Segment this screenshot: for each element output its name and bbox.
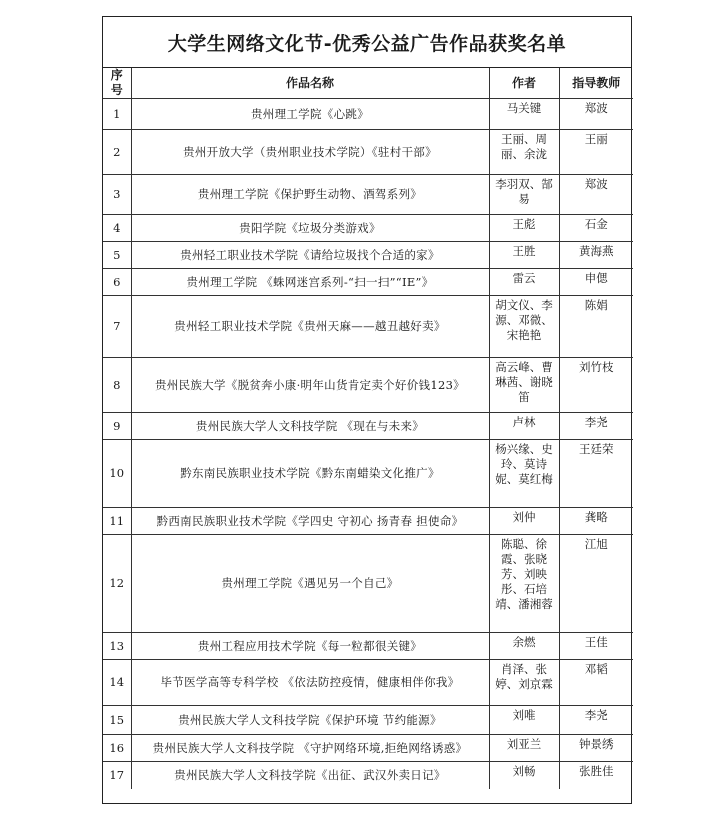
table-row bbox=[103, 440, 633, 508]
row-work: 贵州民族大学人文科技学院《保护环境 节约能源》 bbox=[131, 706, 489, 735]
row-work: 贵州理工学院 《蛛网迷宫系列-“扫一扫”“IE”》 bbox=[131, 269, 489, 296]
row-no: 10 bbox=[103, 440, 131, 508]
row-author: 余燃 bbox=[489, 633, 559, 660]
row-author: 王丽、周丽、余泷 bbox=[489, 130, 559, 175]
row-work: 贵州轻工职业技术学院《请给垃圾找个合适的家》 bbox=[131, 242, 489, 269]
table-row bbox=[103, 508, 633, 535]
award-list-sheet bbox=[102, 16, 632, 804]
row-author: 雷云 bbox=[489, 269, 559, 296]
row-teacher: 陈娟 bbox=[559, 296, 633, 358]
row-teacher: 王佳 bbox=[559, 633, 633, 660]
row-author: 肖泽、张婷、刘京霖 bbox=[489, 660, 559, 706]
row-no: 1 bbox=[103, 99, 131, 130]
table-row bbox=[103, 130, 633, 175]
row-teacher: 龚略 bbox=[559, 508, 633, 535]
row-teacher: 邓韬 bbox=[559, 660, 633, 706]
row-author: 刘仲 bbox=[489, 508, 559, 535]
award-table bbox=[103, 68, 633, 789]
row-author: 胡文仪、李源、邓微、宋艳艳 bbox=[489, 296, 559, 358]
row-work: 贵州轻工职业技术学院《贵州天麻——越丑越好卖》 bbox=[131, 296, 489, 358]
row-no: 3 bbox=[103, 175, 131, 215]
row-no: 15 bbox=[103, 706, 131, 735]
row-teacher: 王廷荣 bbox=[559, 440, 633, 508]
table-row bbox=[103, 660, 633, 706]
row-work: 贵州工程应用技术学院《每一粒都很关键》 bbox=[131, 633, 489, 660]
row-author: 王胜 bbox=[489, 242, 559, 269]
table-row bbox=[103, 99, 633, 130]
row-teacher: 李尧 bbox=[559, 413, 633, 440]
row-no: 6 bbox=[103, 269, 131, 296]
row-work: 贵州民族大学人文科技学院《出征、武汉外卖日记》 bbox=[131, 762, 489, 789]
table-row bbox=[103, 706, 633, 735]
row-work: 贵州民族大学人文科技学院 《守护网络环境,拒绝网络诱惑》 bbox=[131, 735, 489, 762]
table-row bbox=[103, 215, 633, 242]
row-no: 9 bbox=[103, 413, 131, 440]
header-no: 序号 bbox=[103, 68, 131, 99]
row-work: 贵州民族大学人文科技学院 《现在与未来》 bbox=[131, 413, 489, 440]
row-teacher: 石金 bbox=[559, 215, 633, 242]
row-author: 刘唯 bbox=[489, 706, 559, 735]
row-teacher: 李尧 bbox=[559, 706, 633, 735]
row-teacher: 江旭 bbox=[559, 535, 633, 633]
row-author: 王彪 bbox=[489, 215, 559, 242]
table-row bbox=[103, 358, 633, 413]
table-row bbox=[103, 175, 633, 215]
row-no: 11 bbox=[103, 508, 131, 535]
table-row bbox=[103, 242, 633, 269]
row-no: 13 bbox=[103, 633, 131, 660]
header-author: 作者 bbox=[489, 68, 559, 99]
row-no: 8 bbox=[103, 358, 131, 413]
row-author: 杨兴缘、史玲、莫诗妮、莫红梅 bbox=[489, 440, 559, 508]
row-work: 贵州理工学院《心跳》 bbox=[131, 99, 489, 130]
row-author: 陈聪、徐霞、张晓芳、刘映彤、石培靖、潘湘蓉 bbox=[489, 535, 559, 633]
row-teacher: 王丽 bbox=[559, 130, 633, 175]
row-teacher: 郑波 bbox=[559, 175, 633, 215]
table-row bbox=[103, 296, 633, 358]
row-teacher: 张胜佳 bbox=[559, 762, 633, 789]
row-work: 毕节医学高等专科学校 《依法防控疫情，健康相伴你我》 bbox=[131, 660, 489, 706]
table-row bbox=[103, 735, 633, 762]
row-work: 黔东南民族职业技术学院《黔东南蜡染文化推广》 bbox=[131, 440, 489, 508]
row-no: 7 bbox=[103, 296, 131, 358]
row-no: 5 bbox=[103, 242, 131, 269]
header-teacher: 指导教师 bbox=[559, 68, 633, 99]
table-row bbox=[103, 269, 633, 296]
row-work: 贵阳学院《垃圾分类游戏》 bbox=[131, 215, 489, 242]
row-teacher: 黄海燕 bbox=[559, 242, 633, 269]
row-teacher: 刘竹枝 bbox=[559, 358, 633, 413]
row-no: 12 bbox=[103, 535, 131, 633]
row-no: 16 bbox=[103, 735, 131, 762]
table-row bbox=[103, 633, 633, 660]
row-author: 刘亚兰 bbox=[489, 735, 559, 762]
table-row bbox=[103, 535, 633, 633]
row-author: 卢林 bbox=[489, 413, 559, 440]
row-work: 贵州理工学院《遇见另一个自己》 bbox=[131, 535, 489, 633]
row-no: 17 bbox=[103, 762, 131, 789]
row-author: 马关键 bbox=[489, 99, 559, 130]
row-work: 贵州理工学院《保护野生动物、酒驾系列》 bbox=[131, 175, 489, 215]
row-no: 4 bbox=[103, 215, 131, 242]
row-author: 李羽双、郜易 bbox=[489, 175, 559, 215]
row-author: 刘畅 bbox=[489, 762, 559, 789]
header-row bbox=[103, 68, 633, 99]
row-no: 14 bbox=[103, 660, 131, 706]
row-work: 贵州民族大学《脱贫奔小康·明年山货肯定卖个好价钱123》 bbox=[131, 358, 489, 413]
table-row bbox=[103, 413, 633, 440]
row-work: 黔西南民族职业技术学院《学四史 守初心 扬青春 担使命》 bbox=[131, 508, 489, 535]
row-teacher: 钟景绣 bbox=[559, 735, 633, 762]
row-no: 2 bbox=[103, 130, 131, 175]
row-teacher: 郑波 bbox=[559, 99, 633, 130]
page-title: 大学生网络文化节-优秀公益广告作品获奖名单 bbox=[103, 17, 631, 68]
table-row bbox=[103, 762, 633, 789]
row-author: 高云峰、曹琳茜、谢晓笛 bbox=[489, 358, 559, 413]
row-work: 贵州开放大学（贵州职业技术学院）《驻村干部》 bbox=[131, 130, 489, 175]
row-teacher: 申偲 bbox=[559, 269, 633, 296]
header-work: 作品名称 bbox=[131, 68, 489, 99]
